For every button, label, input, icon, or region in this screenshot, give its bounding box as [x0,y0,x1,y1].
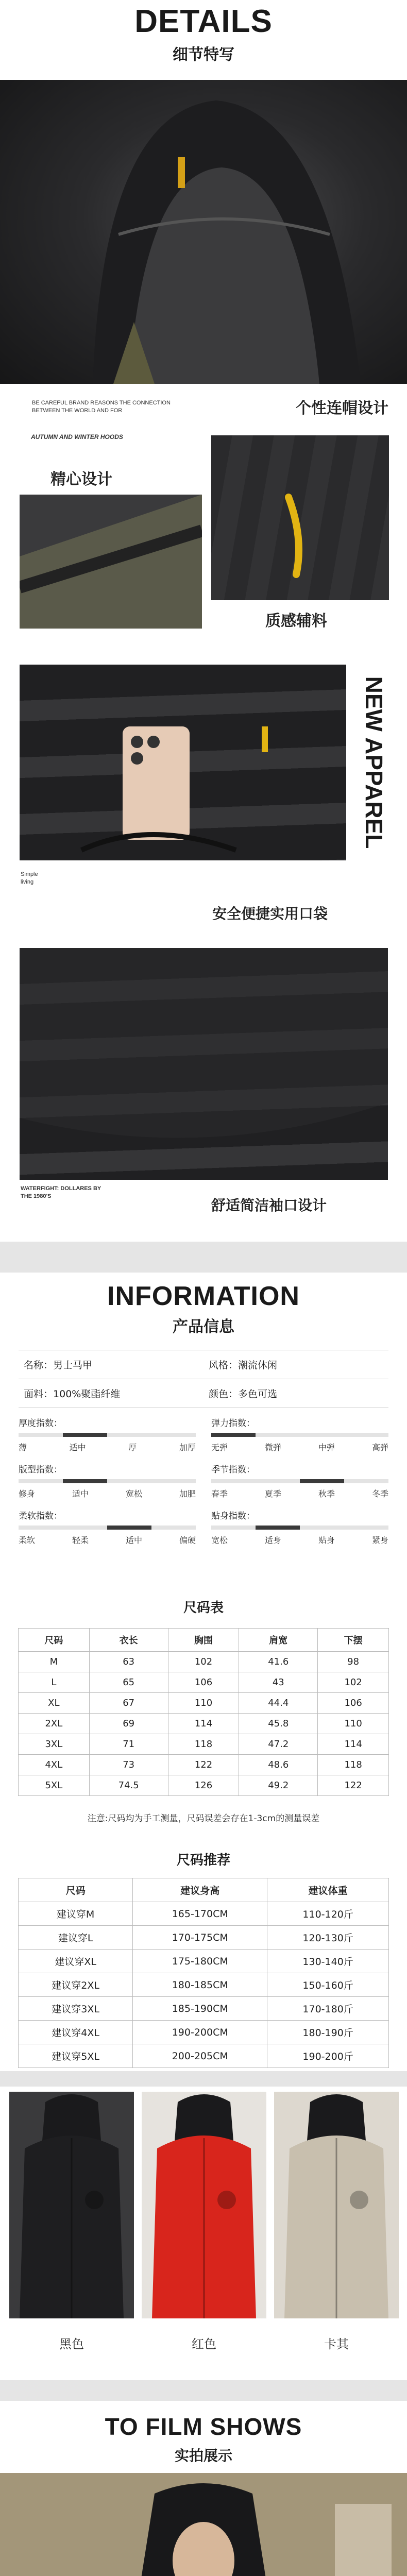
information-title-en: INFORMATION [107,1281,300,1311]
table-cell: 71 [89,1734,168,1755]
scale-option: 无弹 [211,1443,228,1452]
scale-option: 加肥 [179,1489,196,1499]
vertical-apparel-text [353,675,395,850]
scale-option: 轻柔 [72,1535,89,1545]
collar-caption-block [0,384,407,433]
table-cell: 110 [318,1714,389,1734]
scale-label: 季节指数： [211,1465,255,1475]
table-cell: 47.2 [239,1734,318,1755]
table-cell: 41.6 [239,1652,318,1672]
table-cell: 110-120斤 [267,1902,389,1926]
scale-option: 厚 [128,1443,137,1452]
scale-option: 微弹 [264,1443,281,1452]
scale-bar [19,1526,196,1530]
scale-option: 贴身 [318,1535,335,1545]
size-chart-header: 尺码 [19,1629,90,1652]
pocket-phone-photo [20,665,346,860]
scale-option: 春季 [211,1489,228,1499]
index-scale [19,1462,196,1499]
scale-option: 紧身 [371,1535,388,1545]
table-cell: 120-130斤 [267,1926,389,1950]
scale-label: 弹力指数： [211,1418,255,1429]
table-cell: 48.6 [239,1755,318,1775]
scale-options [19,1534,196,1546]
colors-divider [0,2071,407,2087]
film-top-divider [0,2380,407,2401]
color-option-card [9,2092,134,2318]
table-cell: 73 [89,1755,168,1775]
scale-option: 适中 [72,1489,89,1499]
scale-bar [211,1433,388,1437]
size-chart-header: 胸围 [168,1629,239,1652]
table-row [19,1926,389,1950]
model-photo-front [0,2473,407,2576]
scale-option: 柔软 [19,1535,36,1545]
table-cell: 44.4 [239,1693,318,1714]
table-cell: 190-200CM [133,2021,267,2044]
scale-options [19,1487,196,1499]
hood-detail-photo [0,80,407,384]
info-field-color: 颜色：多色可选 [204,1379,388,1408]
table-cell: M [19,1652,90,1672]
vest-illustration [9,2092,134,2318]
table-cell: 175-180CM [133,1950,267,1973]
table-cell: 建议穿M [19,1902,133,1926]
table-cell: 110 [168,1693,239,1714]
table-cell: 114 [168,1714,239,1734]
zipper-pocket-photo [211,435,389,600]
table-cell: XL [19,1693,90,1714]
index-scale [19,1416,196,1453]
scale-option: 秋季 [318,1489,335,1499]
table-cell: 69 [89,1714,168,1734]
lining-illustration [20,495,202,629]
scale-option: 冬季 [371,1489,388,1499]
table-row [19,1714,389,1734]
size-recommend-title: 尺码推荐 [176,1853,230,1868]
table-cell: 63 [89,1652,168,1672]
table-cell: 98 [318,1652,389,1672]
scale-option: 适身 [264,1535,281,1545]
table-cell: 建议穿4XL [19,2021,133,2044]
details-title-cn: 细节特写 [173,46,234,64]
size-chart-header: 衣长 [89,1629,168,1652]
table-row [19,2044,389,2068]
vertical-apparel-label: NEW APPAREL [361,676,387,849]
details-title-en: DETAILS [134,4,273,39]
table-cell: 150-160斤 [267,1973,389,1997]
scale-option: 适中 [125,1535,142,1545]
model-front-illustration [0,2473,407,2576]
scale-option: 中弹 [318,1443,335,1452]
table-cell: 建议穿2XL [19,1973,133,1997]
table-cell: 3XL [19,1734,90,1755]
collar-microtext: BE CAREFUL BRAND REASONS THE CONNECTION BETWEEN THE WORLD AND FOR [32,400,171,414]
table-row [19,1755,389,1775]
index-scale [19,1509,196,1546]
table-row [19,1672,389,1693]
table-cell: 180-190斤 [267,2021,389,2044]
film-title-cn: 实拍展示 [174,2447,232,2464]
product-info-grid [19,1350,388,1408]
table-cell: 74.5 [89,1775,168,1796]
scale-selected-fill [300,1479,344,1483]
simple-living-text: Simple living [21,871,38,886]
hood-illustration [0,80,407,384]
size-chart-table [18,1628,389,1796]
zipper-illustration [211,435,389,600]
table-cell: 170-180斤 [267,1997,389,2021]
info-field-name: 名称：男士马甲 [19,1350,204,1379]
table-row [19,2021,389,2044]
vest-illustration [274,2092,399,2318]
size-chart-header: 肩宽 [239,1629,318,1652]
scale-options [211,1487,388,1499]
table-row [19,1775,389,1796]
scale-option: 夏季 [264,1489,281,1499]
accessory-caption: 质感辅料 [265,612,327,630]
table-cell: L [19,1672,90,1693]
scale-options [19,1441,196,1453]
collar-caption: 个性连帽设计 [296,399,388,417]
scale-label: 版型指数： [19,1465,62,1475]
scale-option: 偏硬 [179,1535,196,1545]
size-recommend-table-wrap [0,1878,407,2068]
table-cell: 122 [318,1775,389,1796]
table-cell: 122 [168,1755,239,1775]
information-title-cn: 产品信息 [173,1318,234,1336]
table-row [19,1652,389,1672]
scale-option: 宽松 [125,1489,142,1499]
table-cell: 45.8 [239,1714,318,1734]
scale-options [211,1534,388,1546]
scale-option: 适中 [69,1443,86,1452]
color-option-card [142,2092,266,2318]
table-cell: 102 [318,1672,389,1693]
table-cell: 建议穿5XL [19,2044,133,2068]
size-recommend-header: 建议体重 [267,1878,389,1902]
table-cell: 建议穿3XL [19,1997,133,2021]
info-field-fabric: 面料：100%聚酯纤维 [19,1379,204,1408]
index-scale [211,1462,388,1499]
table-cell: 106 [168,1672,239,1693]
table-cell: 126 [168,1775,239,1796]
size-recommend-table [18,1878,389,2068]
scale-option: 高弹 [371,1443,388,1452]
table-cell: 2XL [19,1714,90,1734]
cuff-illustration [20,948,388,1180]
scale-option: 宽松 [211,1535,228,1545]
index-scales [0,1406,407,1546]
scale-bar [19,1479,196,1483]
vest-illustration [142,2092,266,2318]
table-cell: 106 [318,1693,389,1714]
table-row [19,1973,389,1997]
size-chart-title: 尺码表 [183,1600,224,1616]
film-title-en: TO FILM SHOWS [105,2413,302,2440]
table-cell: 190-200斤 [267,2044,389,2068]
table-row [19,1950,389,1973]
scale-selected-fill [211,1433,256,1437]
table-cell: 65 [89,1672,168,1693]
table-cell: 118 [168,1734,239,1755]
scale-label: 柔软指数： [19,1511,62,1521]
inner-lining-photo [20,495,202,629]
scale-option: 修身 [19,1489,36,1499]
color-option-label: 黑色 [59,2337,84,2351]
cuff-caption: 舒适简洁袖口设计 [211,1197,327,1214]
table-row [19,1734,389,1755]
table-cell: 170-175CM [133,1926,267,1950]
table-cell: 185-190CM [133,1997,267,2021]
color-option-label: 卡其 [324,2337,349,2351]
table-cell: 118 [318,1755,389,1775]
waistcoat-microtext: WATERFIGHT: DOLLARES BY THE 1980'S [21,1185,101,1200]
scale-selected-fill [63,1433,107,1437]
scale-bar [19,1433,196,1437]
info-field-style: 风格：潮流休闲 [204,1350,388,1379]
size-chart-note: 注意:尺码均为手工测量，尺码误差会存在1-3cm的测量误差 [87,1814,320,1824]
table-cell: 180-185CM [133,1973,267,1997]
autumn-microtext: AUTUMN AND WINTER HOODS [31,433,123,440]
size-recommend-header: 尺码 [19,1878,133,1902]
scale-label: 贴身指数： [211,1511,255,1521]
table-cell: 建议穿L [19,1926,133,1950]
table-cell: 5XL [19,1775,90,1796]
scale-row [19,1416,388,1453]
table-cell: 建议穿XL [19,1950,133,1973]
scale-selected-fill [63,1479,107,1483]
table-row [19,1902,389,1926]
cuff-photo [20,948,388,1180]
scale-selected-fill [256,1526,300,1530]
color-options [0,2092,407,2380]
core-design-caption: 精心设计 [50,470,112,488]
table-cell: 102 [168,1652,239,1672]
size-recommend-header: 建议身高 [133,1878,267,1902]
table-cell: 4XL [19,1755,90,1775]
information-header [0,1273,407,1342]
color-option-label: 红色 [192,2337,216,2351]
table-cell: 165-170CM [133,1902,267,1926]
table-cell: 130-140斤 [267,1950,389,1973]
scale-row [19,1462,388,1499]
table-cell: 114 [318,1734,389,1755]
film-header [0,2403,407,2470]
index-scale [211,1416,388,1453]
table-cell: 200-205CM [133,2044,267,2068]
scale-option: 加厚 [179,1443,196,1452]
table-cell: 49.2 [239,1775,318,1796]
scale-option: 薄 [19,1443,27,1452]
phone-pocket-illustration [20,665,346,860]
scale-selected-fill [107,1526,151,1530]
table-cell: 67 [89,1693,168,1714]
details-header [0,0,407,80]
table-row [19,1997,389,2021]
size-chart-header: 下摆 [318,1629,389,1652]
index-scale [211,1509,388,1546]
scale-bar [211,1526,388,1530]
scale-label: 厚度指数： [19,1418,62,1429]
scale-options [211,1441,388,1453]
size-chart-table-wrap [0,1628,407,1796]
scale-bar [211,1479,388,1483]
table-row [19,1693,389,1714]
info-top-divider [0,1242,407,1273]
color-option-card [274,2092,399,2318]
scale-row [19,1509,388,1546]
pocket-caption: 安全便捷实用口袋 [212,905,328,922]
autumn-label-block [31,433,134,442]
table-cell: 43 [239,1672,318,1693]
zipper-pull-icon [178,157,185,188]
